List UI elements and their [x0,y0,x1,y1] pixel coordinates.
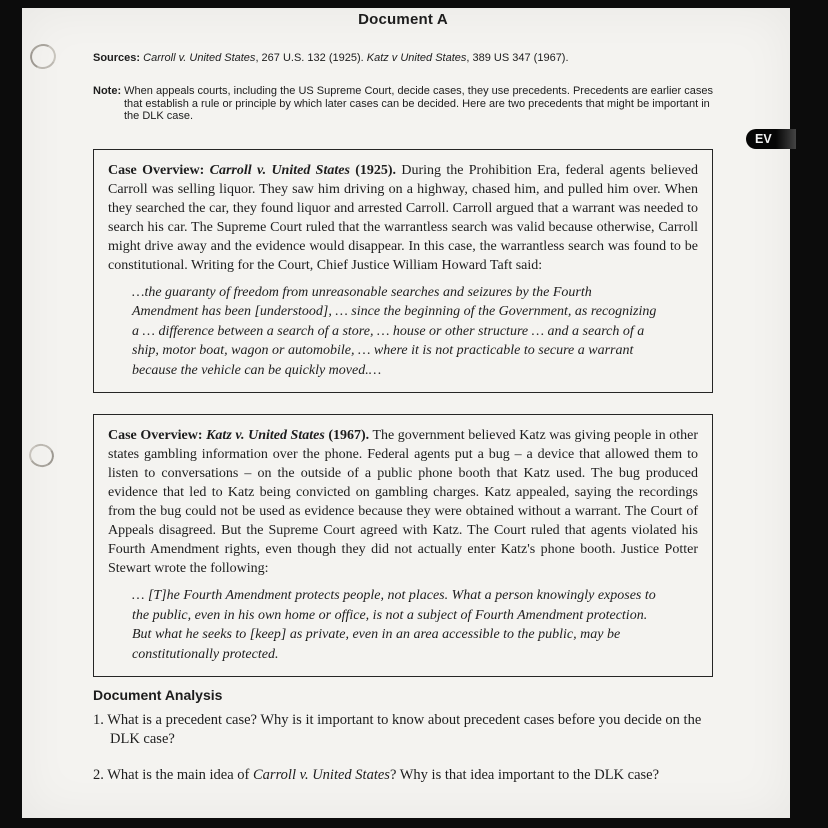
question-2-pre: 2. What is the main idea of [93,767,253,784]
carroll-overview-paragraph [108,161,698,275]
carroll-heading-label: Case Overview: [108,162,210,178]
katz-overview-paragraph [108,426,698,578]
question-2 [93,766,713,785]
question-1-text: 1. What is a precedent case? Why is it important to know about precedent cases before you decide on the DLK case? [93,712,702,748]
analysis-heading: Document Analysis [93,687,223,704]
katz-year: (1967). [324,428,370,444]
sources-cite-2: , 389 US 347 (1967). [466,52,569,64]
carroll-year: (1925). [349,162,397,178]
sources-line [93,52,713,65]
katz-body-text: The government believed Katz was giving people in other states gambling information over the phone. Federal agents put a bug – a device that allowed them to listen to conversations – on the outside of a public phone booth that Katz used. The bug produced evidence that led to Katz being convicted on gambling charges. Katz appealed, saying the recordings from the bug could not be used as evidence because they were obtained without a warrant. The Court of Appeals disagreed. But the Supreme Court agreed with Katz. The Court ruled that agents violated his Fourth Amendment rights, even though they did not actually enter Katz's phone booth. Justice Potter Stewart wrote the following: [108,428,698,577]
case-box-katz [93,414,713,677]
ev-badge-label: EV [755,132,772,146]
question-2-post: ? Why is that idea important to the DLK case? [389,767,660,784]
carroll-body-text: During the Prohibition Era, federal agents believed Carroll was selling liquor. They saw him driving on a highway, chased him, and pulled him over. When they searched the car, they found liquor and arrested Carroll. Carroll argued that a warrant was needed to search his car. The Supreme Court ruled that the warrantless search was valid because otherwise, Carroll might drive away and the evidence would disappear. In this case, the warrantless search was found to be constitutional. Writing for the Court, Chief Justice William Howard Taft said: [108,162,699,273]
katz-heading-label: Case Overview: [108,428,207,444]
sources-case-2: Katz v United States [366,52,467,64]
carroll-case-name: Carroll v. United States [209,162,350,178]
document-title: Document A [358,11,448,28]
case-box-carroll [93,149,713,394]
note-text: When appeals courts, including the US Supreme Court, decide cases, they use precedents. Precedents are earlier cases that establish a rule or principle by which later cases can be decided. Here are two precedents that might be important in the DLK case. [124,85,713,123]
sources-case-1: Carroll v. United States [143,52,256,64]
sources-label: Sources: [93,52,144,64]
carroll-quote: …the guaranty of freedom from unreasonable searches and seizures by the Fourth Amendment has been [understood], … since the beginning of the Government, as recognizing a … difference between a search of a store, … house or other structure … and a search of a ship, motor boat, wagon or automobile, … where it is not practicable to secure a warrant because the vehicle can be quickly moved.… [132,284,657,378]
katz-quote: … [T]he Fourth Amendment protects people, not places. What a person knowingly exposes to the public, even in his own home or office, is not a subject of Fourth Amendment protection. But what he seeks to [keep] as private, even in an area accessible to the public, may be constitutionally protected. [132,588,656,662]
note-label: Note: [93,85,125,97]
ev-badge [746,129,796,149]
question-2-case-name: Carroll v. United States [253,767,390,784]
document-page [22,8,790,818]
page-content [22,8,790,785]
sources-cite-1: , 267 U.S. 132 (1925). [255,52,367,64]
note-line [93,85,713,123]
katz-case-name: Katz v. United States [206,428,325,444]
question-1 [93,711,713,749]
